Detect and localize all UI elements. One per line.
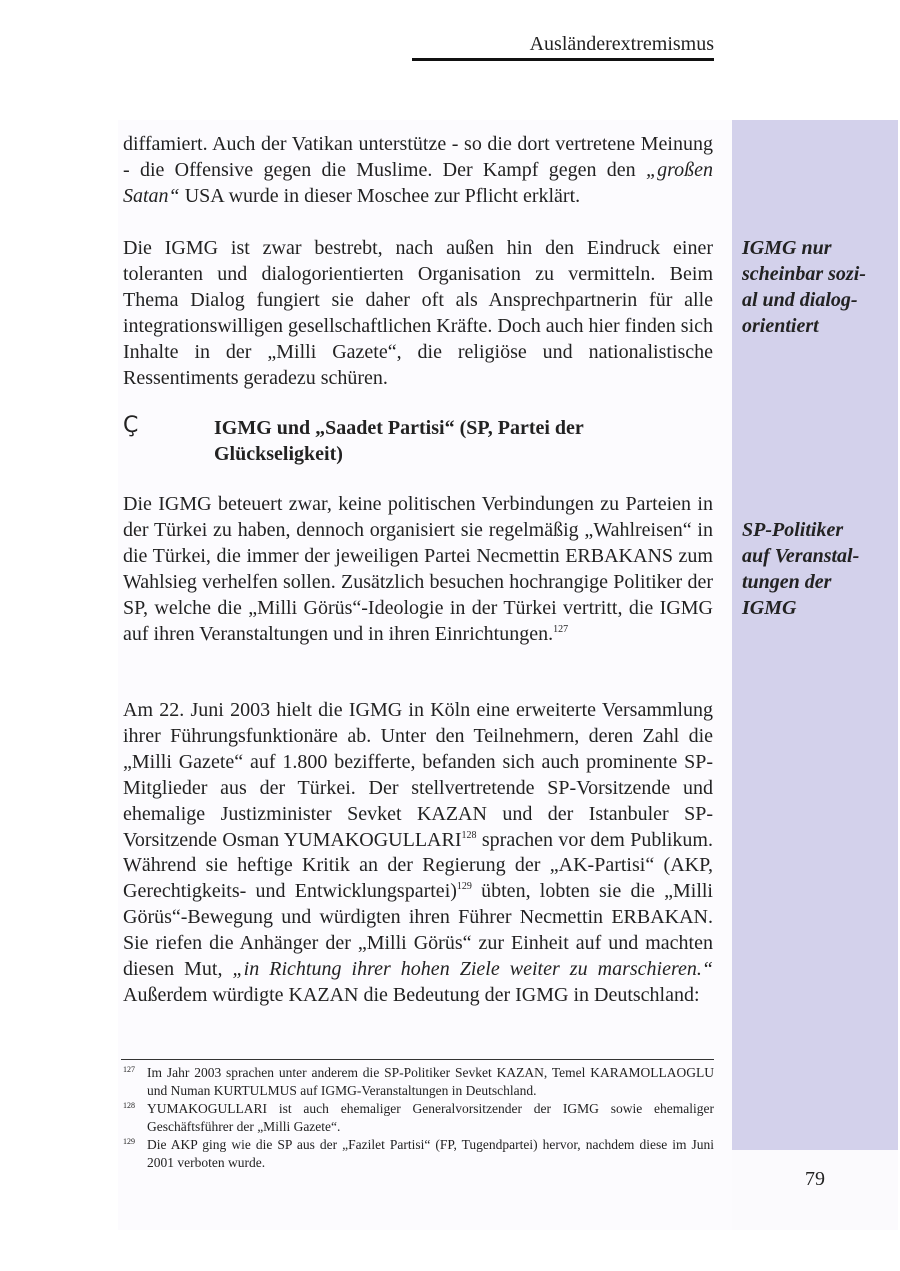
paragraph-4-quote: „in Richtung ihrer hohen Ziele weiter zu marschieren.“ (232, 958, 713, 981)
footnote-text: YUMAKOGULLARI ist auch ehemaliger Generalvorsitzender der IGMG sowie ehemaliger Geschäftsführer der „Milli Gazete“. (147, 1101, 714, 1134)
footnote-ref-129[interactable]: 129 (456, 881, 472, 893)
footnote-ref-128[interactable]: 128 (461, 829, 477, 841)
paragraph-1-text: diffamiert. Auch der Vatikan unterstütze - so die dort vertretene Meinung - die Offensive gegen die Muslime. Der Kampf gegen den (123, 133, 713, 181)
paragraph-4-text-a: Am 22. Juni 2003 hielt die IGMG in Köln eine erweiterte Versammlung ihrer Führungsfunktionäre ab. Unter den Teilnehmern, deren Zahl die „Milli Gazete“ auf 1.800 bezifferte, befanden sich auch prominente SP-Mitglieder aus der Türkei. Der stellvertretende SP-Vorsitzende und ehemalige Justizminister Sevket KAZAN und der Istanbuler SP-Vorsitzende Osman YUMAKOGULLARI (123, 699, 713, 851)
footnote-ref-127[interactable]: 127 (553, 623, 569, 635)
footnote-number: 127 (123, 1065, 135, 1074)
footnote-128 (123, 1100, 714, 1136)
margin-note-line: al und dialog- (742, 288, 858, 311)
footnote-text: Im Jahr 2003 sprachen unter anderem die SP-Politiker Sevket KAZAN, Temel KARAMOLLAOGLU und Numan KURTULMUS auf IGMG-Veranstaltungen in Deutschland. (147, 1065, 714, 1098)
margin-note-sp-politiker (742, 518, 892, 622)
paragraph-4-text-b: sprachen vor dem Publikum. Während sie heftige Kritik an der Regierung der „AK-Partisi“ (AKP, Gerechtigkeits- und Entwicklungspartei) (123, 828, 713, 903)
footnote-129 (123, 1136, 714, 1172)
footnote-text: Die AKP ging wie die SP aus der „Fazilet Partisi“ (FP, Tugendpartei) hervor, nachdem diese im Juni 2001 verboten wurde. (147, 1137, 714, 1170)
margin-note-line: IGMG nur (742, 237, 832, 259)
paragraph-2: Die IGMG ist zwar bestrebt, nach außen hin den Eindruck einer toleranten und dialogorientierten Organisation zu vermitteln. Beim Thema Dialog fungiert sie daher oft als Ansprechpartnerin für alle integrationswilligen gesellschaftlichen Kräfte. Doch auch hier finden sich Inhalte in der „Milli Gazete“, die religiöse und nationalistische Ressentiments geradezu schüren. (123, 237, 713, 389)
margin-note-line: SP-Politiker (742, 519, 844, 541)
margin-note-line: tungen der (742, 570, 832, 593)
margin-note-line: IGMG (742, 596, 797, 619)
footnote-number: 128 (123, 1101, 135, 1110)
paragraph-4-text-c: übten, lobten sie die „Milli Görüs“-Bewegung und würdigten ihren Führer Necmettin ERBAKAN. Sie riefen die Anhänger der „Milli Görüs“ zur Einheit auf und machten diesen Mut, (123, 880, 713, 981)
paragraph-3-text: Die IGMG beteuert zwar, keine politischen Verbindungen zu Parteien in der Türkei zu haben, dennoch organisiert sie regelmäßig „Wahlreisen“ in die Türkei, die immer der jeweiligen Partei Necmettin ERBAKANS zum Wahlsieg verhelfen sollen. Zusätzlich besuchen hochrangige Politiker der SP, welche die „Milli Görüs“-Ideologie in der Türkei vertritt, die IGMG auf ihren Veranstaltungen und in ihren Einrichtungen. (123, 493, 713, 645)
paragraph-1-text-end: USA wurde in dieser Moschee zur Pflicht erklärt. (179, 184, 581, 207)
paragraph-4 (123, 698, 713, 1009)
margin-note-line: orientiert (742, 314, 819, 337)
footnote-127 (123, 1064, 714, 1100)
section-heading: IGMG und „Saadet Partisi“ (SP, Partei der Glückseligkeit) (214, 417, 584, 465)
page-number: 79 (805, 1168, 825, 1190)
header-rule (412, 58, 714, 61)
footnote-rule (121, 1059, 714, 1060)
paragraph-4-text-d: Außerdem würdigte KAZAN die Bedeutung der IGMG in Deutschland: (123, 983, 700, 1006)
margin-note-igmg-dialog (742, 236, 892, 340)
running-header: Ausländerextremismus (529, 33, 714, 55)
paragraph-1-quote: „großen Satan“ (123, 158, 713, 207)
margin-note-line: scheinbar sozi- (742, 262, 866, 285)
section-bullet-icon: Ç (123, 413, 139, 438)
paragraph-3 (123, 492, 713, 647)
footnote-number: 129 (123, 1137, 135, 1146)
paragraph-1 (123, 132, 713, 210)
margin-note-line: auf Veranstal- (742, 544, 860, 567)
